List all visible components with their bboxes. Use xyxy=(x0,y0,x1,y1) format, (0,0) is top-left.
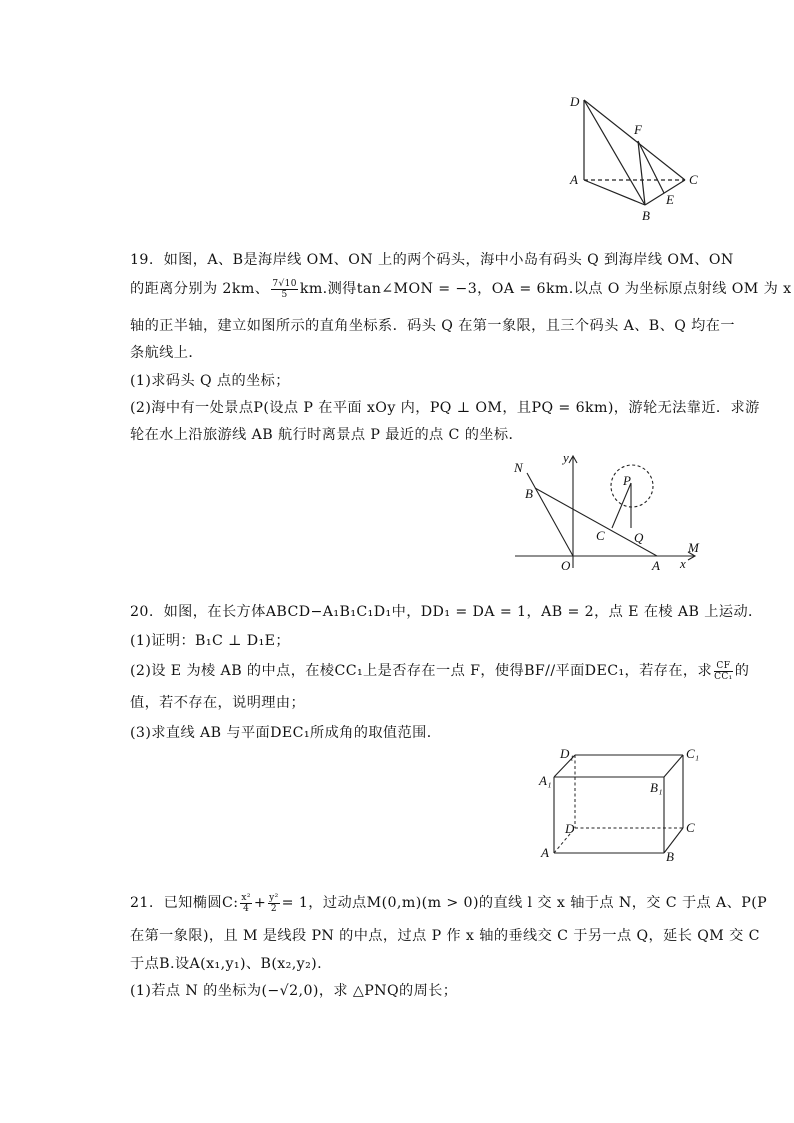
label-N: N xyxy=(514,460,523,475)
label-B1: B₁ xyxy=(650,780,663,795)
figure-cuboid xyxy=(535,745,705,865)
q20-part-2-line-2: 值，若不存在，说明理由； xyxy=(130,695,306,711)
q19-line-2: 的距离分别为 2km、 $\frac{7√10}{5}$ km.测得tan∠MON = −3，OA = 6km.以点 O 为坐标原点射线 OM 为 x xyxy=(130,278,792,300)
fraction-y2-over-2: $\frac{\text{y²}}{2}$ xyxy=(269,892,279,914)
label-B: B xyxy=(666,849,674,864)
label-Q: Q xyxy=(634,530,644,545)
label-C: C xyxy=(686,820,695,835)
label-B: B xyxy=(642,208,650,223)
fraction-7root10-over-5: $\frac{7√10}{5}$ xyxy=(272,278,297,300)
label-P: P xyxy=(623,473,631,488)
figure-tetrahedron xyxy=(560,90,710,225)
q19-line-1: 19. 如图，A、B是海岸线 OM、ON 上的两个码头，海中小岛有码头 Q 到海岸线 OM、ON xyxy=(130,252,734,268)
label-D: D xyxy=(565,821,575,836)
q20-part-1: (1)证明：B₁C ⊥ D₁E； xyxy=(130,633,290,649)
fraction-x2-over-4: $\frac{\text{x²}}{4}$ xyxy=(241,892,251,914)
label-M: M xyxy=(688,540,699,555)
figure-coordinate-harbor xyxy=(505,450,705,575)
label-A1: A₁ xyxy=(539,773,552,788)
label-D: D xyxy=(570,94,580,109)
q20-part-2-line-1: (2)设 E 为棱 AB 的中点，在棱CC₁上是否存在一点 F，使得BF//平面DEC₁，若存在，求 $\frac{CF}{\text{CC₁}}$ 的 xyxy=(130,660,750,682)
q20-number: 20. xyxy=(130,604,154,620)
q21-line-3: 于点B.设A(x₁,y₁)、B(x₂,y₂). xyxy=(130,956,323,972)
q19-line-4: 条航线上． xyxy=(130,345,203,361)
label-O: O xyxy=(561,558,571,573)
q21-number: 21. xyxy=(130,895,154,911)
label-C: C xyxy=(596,528,605,543)
label-x: x xyxy=(680,556,686,571)
q20-part-3: (3)求直线 AB 与平面DEC₁所成角的取值范围． xyxy=(130,725,442,741)
q19-part-1: (1)求码头 Q 点的坐标； xyxy=(130,373,290,389)
label-C: C xyxy=(689,172,698,187)
q21-line-2: 在第一象限)，且 M 是线段 PN 的中点，过点 P 作 x 轴的垂线交 C 于另一点 Q，延长 QM 交 C xyxy=(130,928,760,944)
q19-part-2-line-1: (2)海中有一处景点P(设点 P 在平面 xOy 内，PQ ⊥ OM，且PQ = 6km)，游轮无法靠近．求游 xyxy=(130,400,760,416)
q19-line-3: 轴的正半轴，建立如图所示的直角坐标系．码头 Q 在第一象限，且三个码头 A、B、Q 均在一 xyxy=(130,318,735,334)
q20-line-1: 20. 如图，在长方体ABCD−A₁B₁C₁D₁中，DD₁ = DA = 1，AB = 2，点 E 在棱 AB 上运动． xyxy=(130,604,763,620)
label-A: A xyxy=(541,845,549,860)
label-B: B xyxy=(525,486,533,501)
q21-part-1: (1)若点 N 的坐标为(−√2,0)，求 △PNQ的周长； xyxy=(130,983,458,999)
q21-line-1: 21. 已知椭圆C: $\frac{\text{x²}}{4}$ + $\frac{\text{y²}}{2}$ = 1，过动点M(0,m)(m > 0)的直线 l 交 x 轴于点 N，交 C 于点 A、P(P xyxy=(130,892,768,914)
fraction-CF-over-CC1: $\frac{CF}{\text{CC₁}}$ xyxy=(714,660,733,682)
label-A: A xyxy=(652,558,660,573)
label-C1: C₁ xyxy=(686,746,700,761)
label-D1: D₁ xyxy=(560,746,574,761)
label-E: E xyxy=(666,192,674,207)
label-A: A xyxy=(570,172,578,187)
q19-number: 19. xyxy=(130,252,154,268)
label-y: y xyxy=(563,450,569,465)
q19-part-2-line-2: 轮在水上沿旅游线 AB 航行时离景点 P 最近的点 C 的坐标． xyxy=(130,427,524,443)
label-F: F xyxy=(634,122,642,137)
